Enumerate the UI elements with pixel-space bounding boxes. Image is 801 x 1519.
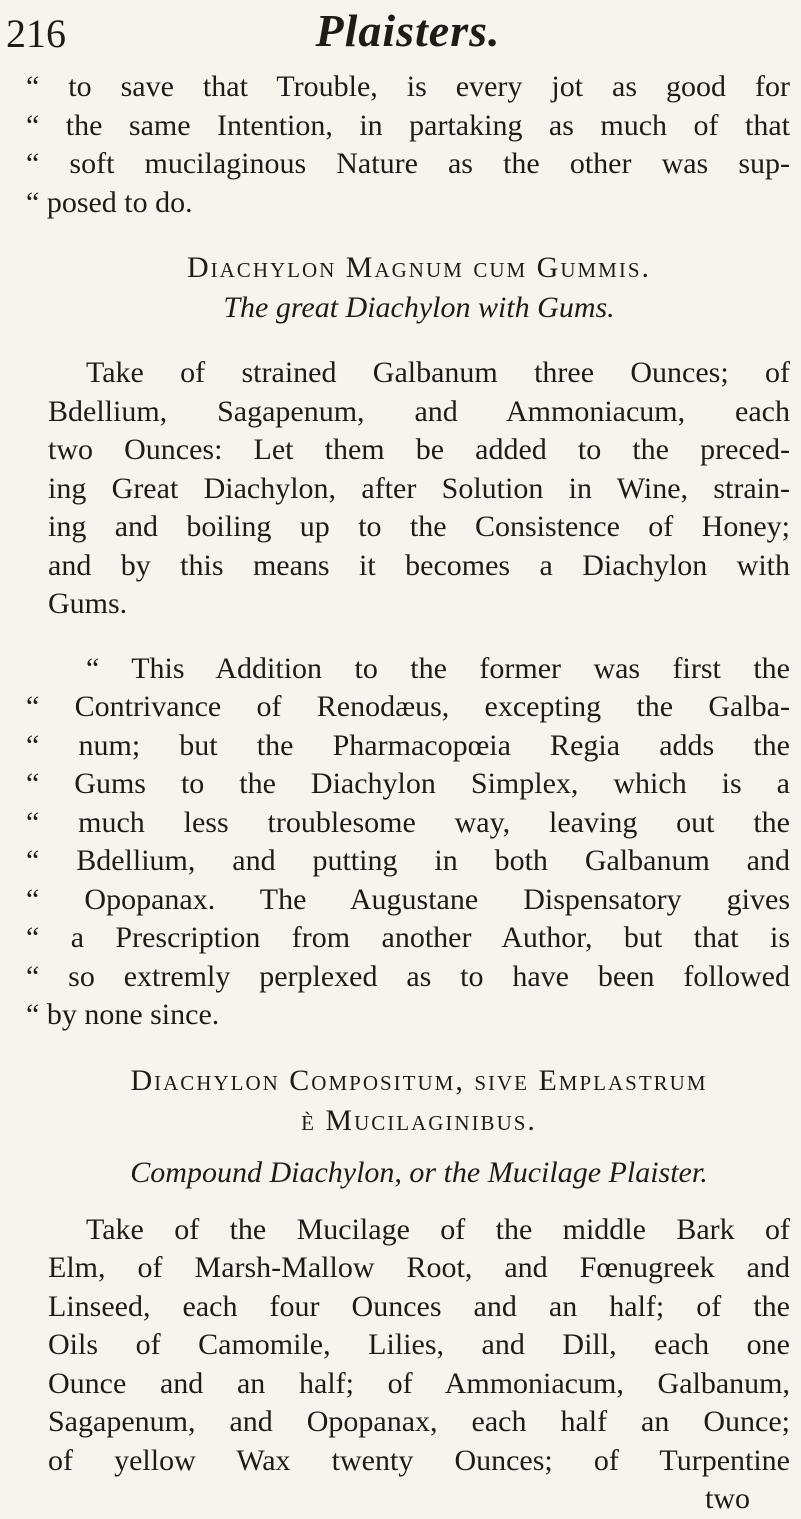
recipe-paragraph	[48, 1211, 790, 1481]
text-line: “ This Addition to the former was first the	[86, 651, 790, 685]
text-line: Ounce and an half; of Ammoniacum, Galbanum,	[48, 1366, 790, 1400]
recipe-paragraph	[48, 354, 790, 624]
page-number: 216	[6, 11, 66, 56]
text-line: Elm, of Marsh-Mallow Root, and Fœnugreek and	[48, 1251, 790, 1284]
catchword: two	[705, 1482, 750, 1515]
text-line: ing and boiling up to the Consistence of Honey;	[48, 510, 790, 543]
recipe-title: Diachylon Compositum, sive Emplastrum	[130, 1063, 708, 1097]
text-line: “ so extremly perplexed as to have been followed	[26, 959, 790, 993]
text-line: ing Great Diachylon, after Solution in Wine, strain-	[48, 471, 790, 505]
commentary-paragraph	[26, 650, 790, 1035]
page-body	[26, 68, 790, 1518]
text-line: “ Opopanax. The Augustane Dispensatory gives	[26, 882, 790, 916]
text-line: “ much less troublesome way, leaving out the	[26, 805, 790, 839]
text-line: of yellow Wax twenty Ounces; of Turpentine	[48, 1443, 790, 1477]
recipe-title: Diachylon Magnum cum Gummis.	[186, 251, 652, 284]
text-line: “ a Prescription from another Author, but that is	[26, 921, 790, 954]
text-line: “ posed to do.	[26, 185, 193, 219]
text-line: Take of the Mucilage of the middle Bark of	[86, 1212, 790, 1246]
text-line: “ Contrivance of Renodæus, excepting the Galba-	[26, 690, 790, 723]
text-line: Bdellium, Sagapenum, and Ammoniacum, each	[48, 394, 790, 428]
text-line: “ Gums to the Diachylon Simplex, which is a	[26, 767, 790, 800]
text-line: Linseed, each four Ounces and an half; of the	[48, 1289, 790, 1323]
text-line: “ num; but the Pharmacopœia Regia adds the	[26, 728, 790, 762]
text-line: Oils of Camomile, Lilies, and Dill, each one	[48, 1328, 790, 1361]
text-line: “ to save that Trouble, is every jot as good for	[26, 70, 790, 103]
text-line: “ soft mucilaginous Nature as the other was sup-	[26, 147, 790, 180]
text-line: and by this means it becomes a Diachylon with	[48, 548, 790, 582]
text-line: “ by none since.	[26, 998, 220, 1031]
text-line: Gums.	[48, 587, 128, 620]
recipe-subtitle: The great Diachylon with Gums.	[223, 291, 615, 324]
continued-quotation	[26, 68, 790, 222]
text-line: “ Bdellium, and putting in both Galbanum and	[26, 844, 790, 877]
text-line: “ the same Intention, in partaking as much of that	[26, 108, 790, 142]
recipe-title-continued: è Mucilaginibus.	[301, 1103, 537, 1137]
text-line: two Ounces: Let them be added to the preced-	[48, 433, 790, 466]
text-line: Sagapenum, and Opopanax, each half an Ounce;	[48, 1405, 790, 1438]
text-line: Take of strained Galbanum three Ounces; of	[86, 356, 790, 389]
page-header	[0, 4, 801, 64]
running-title: Plaisters.	[315, 5, 501, 56]
recipe-subtitle: Compound Diachylon, or the Mucilage Plaister.	[130, 1155, 708, 1189]
